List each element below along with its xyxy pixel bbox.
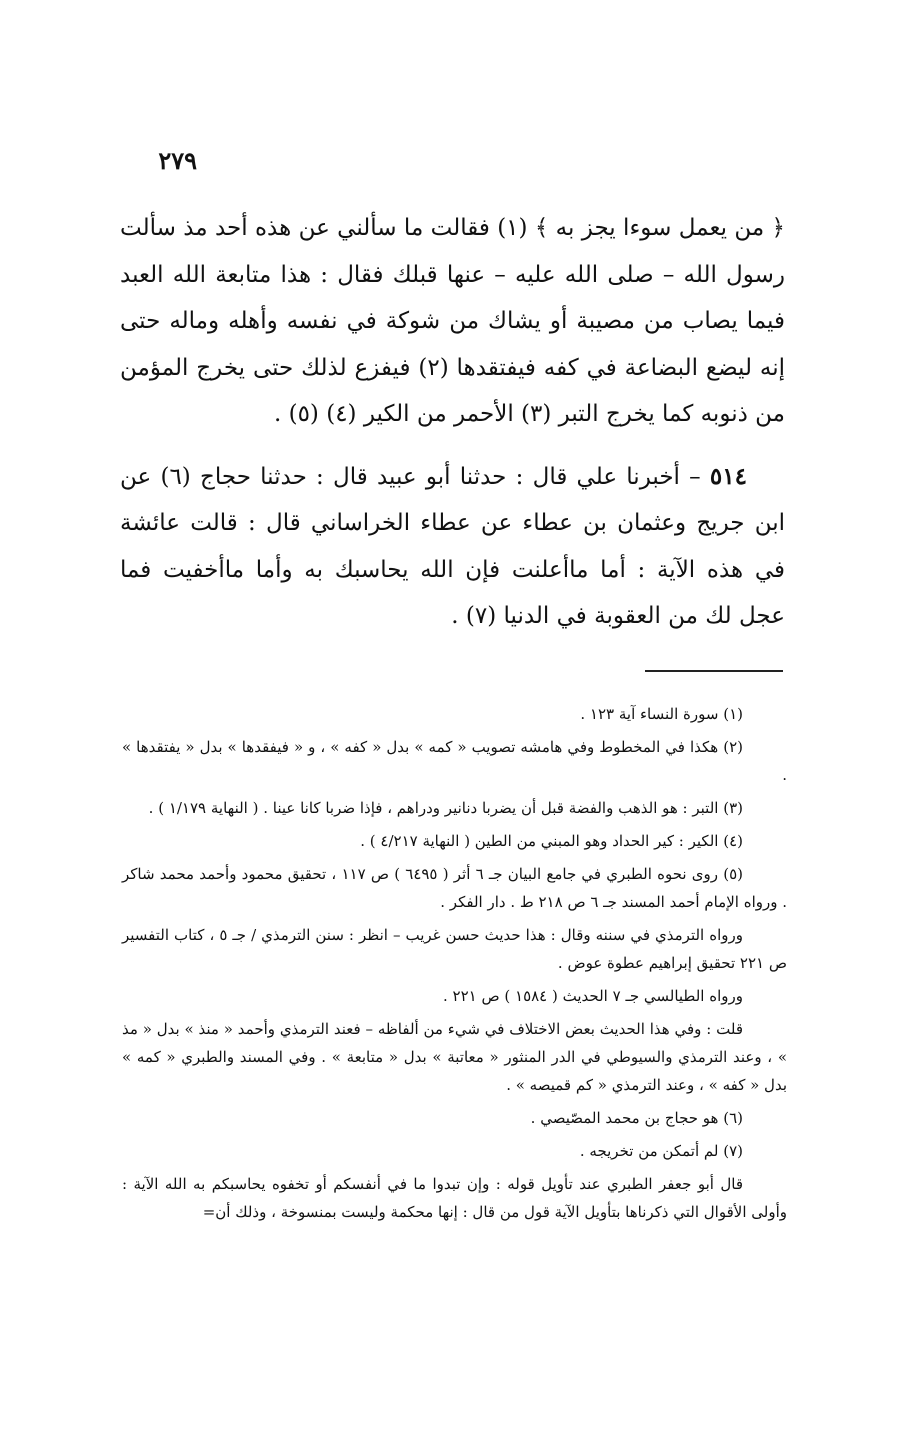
- footnote-1: (١) سورة النساء آية ١٢٣ .: [580, 705, 743, 723]
- paragraph-2: [120, 454, 785, 640]
- footnote-tabari: قال أبو جعفر الطبري عند تأويل قوله : وإن تبدوا ما في أنفسكم أو تخفوه يحاسبكم به الله الآية : وأولى الأقوال التي ذكرناها بتأويل الآية قول من قال : إنها محكمة وليست بمنسوخة ، وذلك أن=: [122, 1175, 787, 1221]
- paragraph-2-text: – أخبرنا علي قال : حدثنا أبو عبيد قال : حدثنا حجاج (٦) عن ابن جريج وعثمان بن عطاء عن عطاء الخراساني قال : قالت عائشة في هذه الآية : أما ماأعلنت فإن الله يحاسبك به وأما ماأخفيت فما عجل لك من العقوبة في الدنيا (٧) .: [120, 463, 785, 629]
- footnote-separator: [645, 670, 783, 672]
- footnote-5: (٥) روى نحوه الطبري في جامع البيان جـ ٦ أثر ( ٦٤٩٥ ) ص ١١٧ ، تحقيق محمود وأحمد محمد شاكر . ورواه الإمام أحمد المسند جـ ٦ ص ٢١٨ ط . دار الفكر .: [122, 865, 787, 911]
- footnotes: [122, 700, 787, 1231]
- main-text: [120, 205, 785, 640]
- footnote-5-tirmidhi: ورواه الترمذي في سننه وقال : هذا حديث حسن غريب – انظر : سنن الترمذي / جـ ٥ ، كتاب التفسير ص ٢٢١ تحقيق إبراهيم عطوة عوض .: [122, 926, 787, 972]
- footnote-5-remark: قلت : وفي هذا الحديث بعض الاختلاف في شيء من ألفاظه – فعند الترمذي وأحمد « منذ » بدل « مذ » ، وعند الترمذي والسيوطي في الدر المنثور « معاتبة » بدل « متابعة » . وفي المسند والطبري « كمه » بدل « كفه » ، وعند الترمذي « كم قميصه » .: [122, 1020, 787, 1094]
- page-number: ٢٧٩: [158, 146, 197, 175]
- hadith-number: ٥١٤: [709, 462, 747, 490]
- footnote-6: (٦) هو حجاج بن محمد المصّيصي .: [530, 1109, 743, 1127]
- footnote-7: (٧) لم أتمكن من تخريجه .: [579, 1142, 743, 1160]
- footnote-3: (٣) التبر : هو الذهب والفضة قبل أن يضربا دنانير ودراهم ، فإذا ضربا كانا عينا . ( النهاية ١/١٧٩ ) .: [148, 799, 743, 817]
- footnote-2: (٢) هكذا في المخطوط وفي هامشه تصويب « كمه » بدل « كفه » ، و « فيفقدها » بدل « يفتقدها » .: [122, 738, 787, 784]
- footnote-5-tayalisi: ورواه الطيالسي جـ ٧ الحديث ( ١٥٨٤ ) ص ٢٢١ .: [443, 987, 743, 1005]
- paragraph-1: ﴿ من يعمل سوءا يجز به ﴾ (١) فقالت ما سألني عن هذه أحد مذ سألت رسول الله – صلى الله عليه – عنها قبلك فقال : هذا متابعة الله العبد فيما يصاب من مصيبة أو يشاك من شوكة في نفسه وأهله وماله حتى إنه ليضع البضاعة في كفه فيفتقدها (٢) فيفزع لذلك حتى يخرج المؤمن من ذنوبه كما يخرج التبر (٣) الأحمر من الكير (٤) (٥) .: [120, 215, 785, 427]
- footnote-4: (٤) الكير : كير الحداد وهو المبني من الطين ( النهاية ٤/٢١٧ ) .: [360, 832, 743, 850]
